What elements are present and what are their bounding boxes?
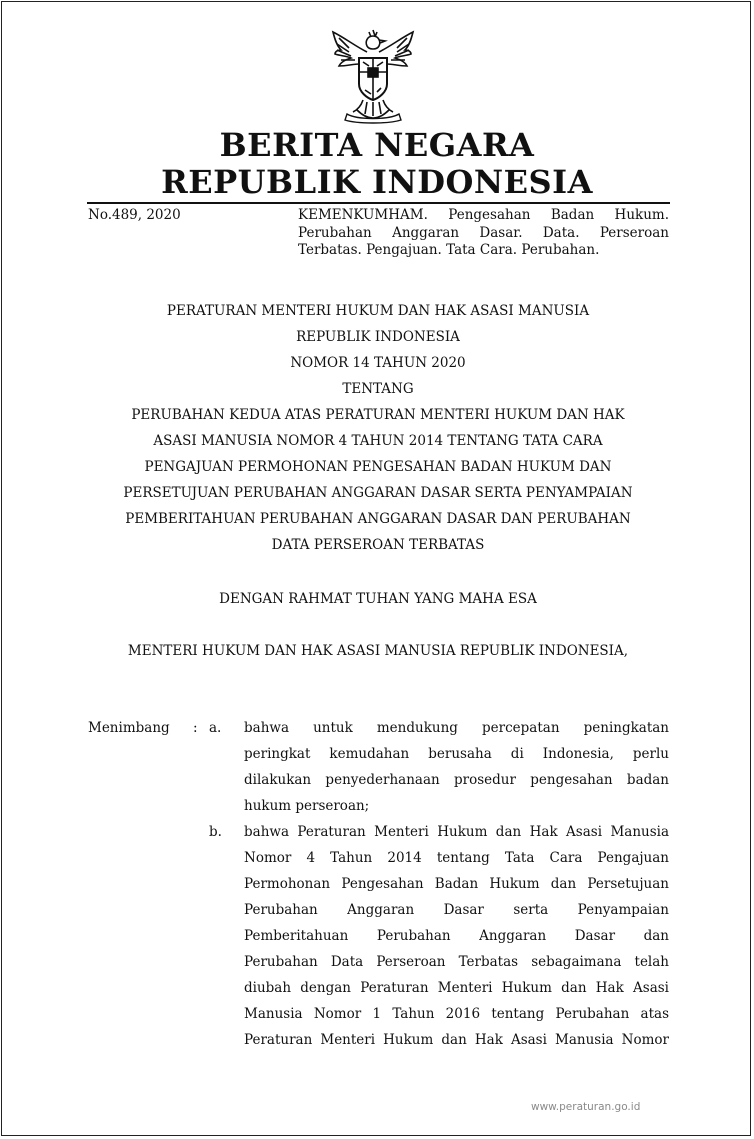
masthead-divider (87, 202, 670, 204)
item-line: Perubahan Data Perseroan Terbatas sebagaimana telah (244, 954, 669, 970)
regulation-line: PERUBAHAN KEDUA ATAS PERATURAN MENTERI HUKUM DAN HAK (131, 407, 625, 423)
regulation-line: NOMOR 14 TAHUN 2020 (290, 355, 466, 371)
grace-formula: DENGAN RAHMAT TUHAN YANG MAHA ESA (219, 591, 537, 607)
subject-line: KEMENKUMHAM. Pengesahan Badan Hukum. (298, 207, 669, 223)
regulation-line: ASASI MANUSIA NOMOR 4 TAHUN 2014 TENTANG TATA CARA (153, 433, 603, 449)
item-letter-b: b. (209, 824, 222, 840)
item-line: dilakukan penyederhanaan prosedur pengesahan badan (244, 772, 669, 788)
garuda-emblem-icon (327, 26, 419, 126)
masthead-title-line-2: REPUBLIK INDONESIA (161, 163, 593, 201)
considering-item-a (244, 715, 669, 819)
regulation-line: PERATURAN MENTERI HUKUM DAN HAK ASASI MANUSIA (166, 303, 590, 319)
regulation-line: TENTANG (342, 381, 414, 397)
item-line: Manusia Nomor 1 Tahun 2016 tentang Perubahan atas (244, 1006, 669, 1022)
considering-label: Menimbang (88, 720, 170, 736)
item-line: diubah dengan Peraturan Menteri Hukum dan Hak Asasi (244, 980, 669, 996)
regulation-title (100, 298, 656, 558)
subject-line: Terbatas. Pengajuan. Tata Cara. Perubahan. (298, 242, 600, 258)
gazette-number: No.489, 2020 (88, 207, 181, 223)
regulation-line: PENGAJUAN PERMOHONAN PENGESAHAN BADAN HUKUM DAN (144, 459, 612, 475)
regulation-line: PEMBERITAHUAN PERUBAHAN ANGGARAN DASAR DAN PERUBAHAN (125, 511, 631, 527)
masthead-title-line-1: BERITA NEGARA (219, 126, 535, 164)
item-line: Pemberitahuan Perubahan Anggaran Dasar dan (244, 928, 669, 944)
gazette-subject (298, 207, 669, 260)
considering-item-b (244, 819, 669, 1053)
subject-line: Perubahan Anggaran Dasar. Data. Perseroan (298, 224, 669, 241)
footer-url: www.peraturan.go.id (531, 1101, 641, 1113)
item-line: Nomor 4 Tahun 2014 tentang Tata Cara Pengajuan (244, 850, 669, 866)
item-line: hukum perseroan; (244, 798, 370, 814)
item-line: bahwa untuk mendukung percepatan peningkatan (244, 720, 669, 736)
item-line: Peraturan Menteri Hukum dan Hak Asasi Manusia Nomor (244, 1032, 669, 1048)
item-line: Permohonan Pengesahan Badan Hukum dan Persetujuan (244, 876, 669, 892)
regulation-line: DATA PERSEROAN TERBATAS (271, 537, 485, 553)
item-letter-a: a. (209, 720, 222, 736)
item-line: bahwa Peraturan Menteri Hukum dan Hak Asasi Manusia (244, 824, 669, 840)
regulation-line: REPUBLIK INDONESIA (296, 329, 460, 345)
considering-colon: : (193, 720, 198, 736)
minister-heading: MENTERI HUKUM DAN HAK ASASI MANUSIA REPUBLIK INDONESIA, (127, 643, 629, 659)
regulation-line: PERSETUJUAN PERUBAHAN ANGGARAN DASAR SERTA PENYAMPAIAN (123, 485, 633, 501)
item-line: Perubahan Anggaran Dasar serta Penyampaian (244, 902, 669, 918)
item-line: peringkat kemudahan berusaha di Indonesia, perlu (244, 746, 669, 762)
